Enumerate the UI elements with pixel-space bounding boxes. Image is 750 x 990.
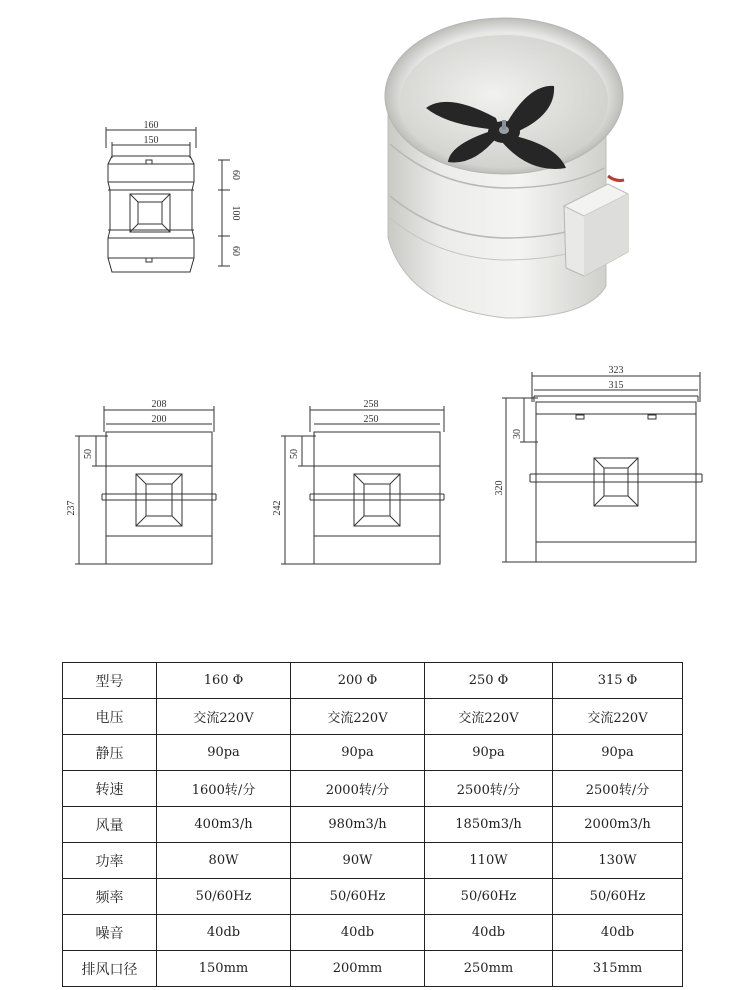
table-cell: 80W (157, 843, 291, 879)
table-cell: 2000m3/h (553, 807, 683, 843)
dim-315-outer: 323 (608, 365, 624, 376)
dim-200-inner: 200 (151, 414, 167, 425)
header-cell: 200 Φ (291, 663, 425, 699)
table-row-outlet-diameter (63, 951, 683, 987)
table-cell: 400m3/h (157, 807, 291, 843)
table-cell: 50/60Hz (291, 879, 425, 915)
dim-250-top: 50 (289, 449, 300, 459)
dim-315-total: 320 (494, 480, 505, 496)
dim-200-top: 50 (83, 449, 94, 459)
dim-250-inner: 250 (363, 414, 379, 425)
table-cell: 1600转/分 (157, 771, 291, 807)
table-cell: 200mm (291, 951, 425, 987)
header-cell: 250 Φ (425, 663, 553, 699)
row-label: 转速 (63, 771, 157, 807)
table-row-power (63, 843, 683, 879)
dim-160-inner: 150 (143, 135, 159, 146)
spec-table (62, 662, 683, 987)
dim-200-outer: 208 (151, 399, 167, 410)
dim-200-total: 237 (66, 500, 77, 516)
table-cell: 交流220V (157, 699, 291, 735)
header-cell-model: 型号 (63, 663, 157, 699)
table-row-frequency (63, 879, 683, 915)
header-cell: 160 Φ (157, 663, 291, 699)
table-cell: 40db (157, 915, 291, 951)
table-cell: 150mm (157, 951, 291, 987)
table-cell: 90W (291, 843, 425, 879)
dim-160-outer: 160 (143, 120, 159, 131)
table-cell: 90pa (157, 735, 291, 771)
table-cell: 980m3/h (291, 807, 425, 843)
table-row-airflow (63, 807, 683, 843)
table-cell: 40db (291, 915, 425, 951)
drawing-315 (494, 362, 710, 570)
dim-250-outer: 258 (363, 399, 379, 410)
row-label: 排风口径 (63, 951, 157, 987)
table-cell: 50/60Hz (157, 879, 291, 915)
table-cell: 50/60Hz (553, 879, 683, 915)
table-header-row (63, 663, 683, 699)
drawing-250 (268, 396, 454, 572)
table-cell: 2500转/分 (425, 771, 553, 807)
row-label: 噪音 (63, 915, 157, 951)
fan-product-photo (378, 6, 648, 346)
drawing-160 (100, 118, 245, 280)
dim-160-top: 60 (230, 170, 241, 180)
table-cell: 250mm (425, 951, 553, 987)
table-row-static-pressure (63, 735, 683, 771)
table-cell: 交流220V (425, 699, 553, 735)
row-label: 电压 (63, 699, 157, 735)
table-cell: 1850m3/h (425, 807, 553, 843)
table-cell: 40db (425, 915, 553, 951)
row-label: 频率 (63, 879, 157, 915)
table-cell: 50/60Hz (425, 879, 553, 915)
drawing-200 (62, 396, 232, 572)
dim-160-bot: 60 (230, 246, 241, 256)
dim-315-top: 30 (512, 429, 523, 439)
dim-250-total: 242 (272, 500, 283, 516)
table-cell: 110W (425, 843, 553, 879)
table-row-speed (63, 771, 683, 807)
table-cell: 交流220V (291, 699, 425, 735)
table-cell: 90pa (425, 735, 553, 771)
table-row-voltage (63, 699, 683, 735)
table-cell: 130W (553, 843, 683, 879)
row-label: 静压 (63, 735, 157, 771)
table-cell: 2000转/分 (291, 771, 425, 807)
dim-315-inner: 315 (608, 380, 624, 391)
table-cell: 交流220V (553, 699, 683, 735)
table-row-noise (63, 915, 683, 951)
row-label: 功率 (63, 843, 157, 879)
table-cell: 2500转/分 (553, 771, 683, 807)
table-cell: 90pa (291, 735, 425, 771)
table-cell: 315mm (553, 951, 683, 987)
dim-160-mid: 100 (230, 205, 241, 221)
table-cell: 40db (553, 915, 683, 951)
row-label: 风量 (63, 807, 157, 843)
header-cell: 315 Φ (553, 663, 683, 699)
table-cell: 90pa (553, 735, 683, 771)
